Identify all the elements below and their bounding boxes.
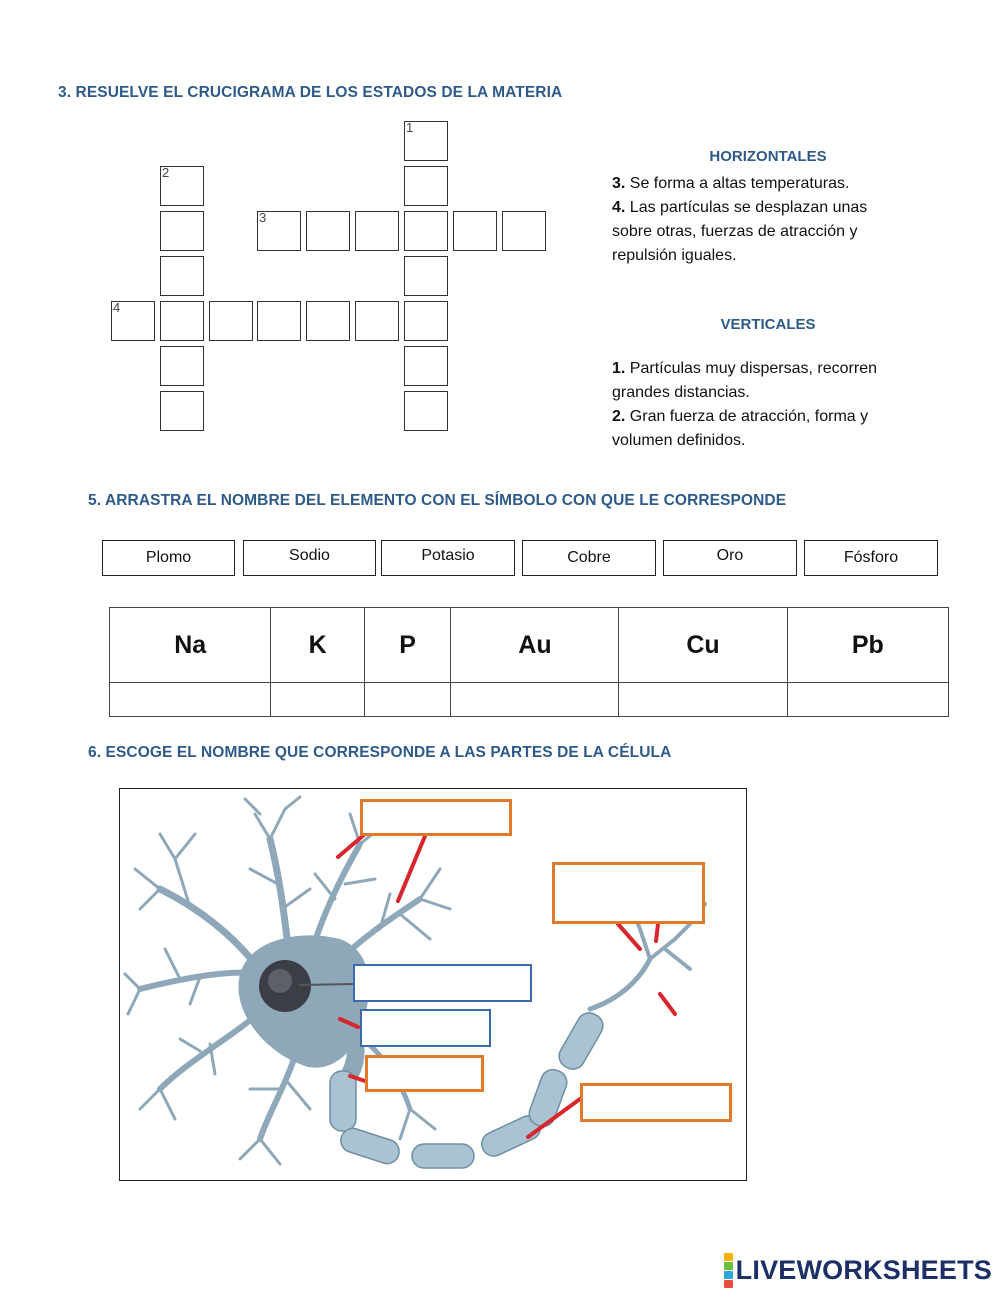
drag-option-sodio[interactable]: Sodio — [243, 540, 376, 576]
crossword-cell[interactable] — [160, 346, 204, 386]
label-box-dendrites[interactable] — [360, 799, 512, 836]
crossword-cell[interactable] — [453, 211, 497, 251]
drop-zone[interactable] — [619, 683, 787, 717]
drop-zone[interactable] — [271, 683, 364, 717]
horizontales-title: HORIZONTALES — [709, 148, 827, 165]
crossword-cell[interactable] — [160, 256, 204, 296]
clue-number-2: 2 — [162, 165, 170, 180]
verticales-clues — [612, 357, 897, 453]
liveworksheets-logo — [724, 1253, 992, 1288]
label-box-axon-terminals[interactable] — [552, 862, 705, 924]
logo-icon — [724, 1253, 733, 1288]
drag-option-potasio[interactable]: Potasio — [381, 540, 515, 576]
verticales-title: VERTICALES — [720, 316, 816, 333]
crossword-cell[interactable] — [502, 211, 546, 251]
crossword-cell[interactable] — [306, 211, 350, 251]
label-box-nucleus[interactable] — [353, 964, 532, 1002]
crossword-cell[interactable] — [111, 301, 155, 341]
clue-vertical-1: 1. Partículas muy dispersas, recorren grandes distancias. — [612, 360, 877, 401]
crossword-cell[interactable] — [306, 301, 350, 341]
crossword-cell[interactable] — [209, 301, 253, 341]
crossword-heading: 3. RESUELVE EL CRUCIGRAMA DE LOS ESTADOS DE LA MATERIA — [58, 84, 563, 101]
crossword-cell[interactable] — [160, 391, 204, 431]
clue-horizontal-3: 3. Se forma a altas temperaturas. — [612, 175, 850, 192]
clue-horizontal-4: 4. Las partículas se desplazan unas sobre otras, fuerzas de atracción y repulsión iguales. — [612, 199, 868, 264]
crossword-cell[interactable] — [355, 211, 399, 251]
crossword-cell[interactable] — [404, 166, 448, 206]
cell-parts-heading: 6. ESCOGE EL NOMBRE QUE CORRESPONDE A LAS PARTES DE LA CÉLULA — [88, 744, 672, 761]
symbol-cell: Cu — [619, 608, 787, 683]
drop-zone[interactable] — [110, 683, 271, 717]
crossword-cell[interactable] — [355, 301, 399, 341]
neuron-diagram — [119, 788, 747, 1181]
drop-zone[interactable] — [364, 683, 451, 717]
logo-text: LIVEWORKSHEETS — [735, 1255, 992, 1285]
crossword-cell[interactable] — [160, 166, 204, 206]
symbol-cell: Au — [451, 608, 619, 683]
crossword-cell[interactable] — [257, 211, 301, 251]
clue-number-3: 3 — [259, 210, 267, 225]
drop-zone[interactable] — [787, 683, 948, 717]
label-box-myelin-sheath[interactable] — [580, 1083, 732, 1122]
symbol-cell: Na — [110, 608, 271, 683]
symbol-cell: Pb — [787, 608, 948, 683]
elements-heading: 5. ARRASTRA EL NOMBRE DEL ELEMENTO CON EL SÍMBOLO CON QUE LE CORRESPONDE — [88, 492, 787, 509]
crossword-cell[interactable] — [404, 256, 448, 296]
drop-zone[interactable] — [451, 683, 619, 717]
crossword-cell[interactable] — [404, 391, 448, 431]
crossword-cell[interactable] — [257, 301, 301, 341]
horizontales-clues — [612, 172, 897, 268]
crossword-cell[interactable] — [404, 121, 448, 161]
label-box-axon[interactable] — [365, 1055, 484, 1092]
crossword-cell[interactable] — [404, 211, 448, 251]
symbols-table — [109, 607, 949, 717]
crossword-cell[interactable] — [404, 346, 448, 386]
clue-number-4: 4 — [113, 300, 121, 315]
crossword-cell[interactable] — [160, 301, 204, 341]
drag-option-fosforo[interactable]: Fósforo — [804, 540, 938, 576]
drag-option-cobre[interactable]: Cobre — [522, 540, 656, 576]
label-box-cell-body[interactable] — [360, 1009, 491, 1047]
drag-option-plomo[interactable]: Plomo — [102, 540, 235, 576]
crossword-cell[interactable] — [404, 301, 448, 341]
clue-number-1: 1 — [406, 120, 414, 135]
symbol-cell: P — [364, 608, 451, 683]
clue-vertical-2: 2. Gran fuerza de atracción, forma y volumen definidos. — [612, 408, 869, 449]
crossword-cell[interactable] — [160, 211, 204, 251]
symbol-cell: K — [271, 608, 364, 683]
drag-option-oro[interactable]: Oro — [663, 540, 797, 576]
